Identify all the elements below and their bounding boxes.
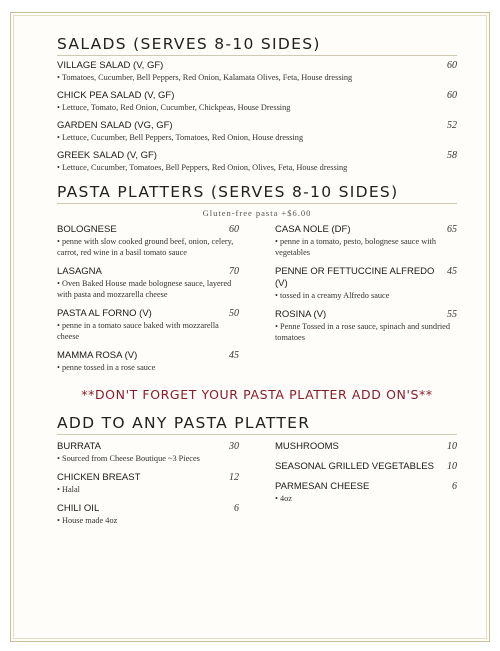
item-description: • Lettuce, Tomato, Red Onion, Cucumber, Chickpeas, House Dressing	[57, 103, 291, 112]
menu-item	[57, 350, 239, 373]
item-name: SEASONAL GRILLED VEGETABLES	[275, 461, 434, 472]
menu-item	[57, 90, 457, 113]
menu-item	[57, 503, 239, 526]
item-price: 60	[447, 60, 457, 71]
item-price: 50	[229, 308, 239, 319]
item-description: • Penne Tossed in a rose sauce, spinach and sundried tomatoes	[275, 322, 450, 342]
item-name: PASTA AL FORNO (V)	[57, 308, 152, 319]
item-description: • Lettuce, Cucumber, Tomatoes, Bell Peppers, Red Onion, Olives, Feta, House dressing	[57, 163, 348, 172]
item-name: MAMMA ROSA (V)	[57, 350, 138, 361]
item-name: MUSHROOMS	[275, 441, 339, 452]
addons-title: ADD TO ANY PASTA PLATTER	[57, 414, 457, 435]
menu-item	[57, 472, 239, 495]
item-description: • House made 4oz	[57, 516, 118, 525]
item-description: • penne in a tomato, pesto, bolognese sauce with vegetables	[275, 237, 436, 257]
item-price: 45	[229, 350, 239, 361]
salads-list	[57, 60, 457, 173]
item-description: • tossed in a creamy Alfredo sauce	[275, 291, 390, 300]
item-name: GREEK SALAD (V, GF)	[57, 150, 157, 161]
item-name: ROSINA (V)	[275, 309, 327, 320]
item-price: 12	[229, 472, 239, 483]
item-price: 10	[447, 461, 457, 472]
item-name: CHICKEN BREAST	[57, 472, 141, 483]
item-price: 45	[447, 266, 457, 277]
menu-item	[275, 224, 457, 258]
item-price: 6	[452, 481, 457, 492]
item-name: BOLOGNESE	[57, 224, 117, 235]
menu-item	[275, 461, 457, 473]
item-price: 70	[229, 266, 239, 277]
pasta-columns	[57, 224, 457, 381]
item-name: LASAGNA	[57, 266, 102, 277]
item-description: • penne with slow cooked ground beef, onion, celery, carrot, red wine in a basil tomato sauce	[57, 237, 234, 257]
menu-item	[57, 266, 239, 300]
addons-right-column	[275, 441, 457, 534]
item-description: • Tomatoes, Cucumber, Bell Peppers, Red Onion, Kalamata Olives, Feta, House dressing	[57, 73, 353, 82]
menu-content	[57, 35, 457, 534]
menu-item	[57, 224, 239, 258]
pasta-left-column	[57, 224, 239, 381]
item-name: PENNE OR FETTUCCINE ALFREDO (V)	[275, 266, 435, 289]
menu-item	[57, 60, 457, 83]
menu-item	[57, 308, 239, 342]
item-price: 6	[234, 503, 239, 514]
item-name: CASA NOLE (DF)	[275, 224, 351, 235]
item-description: • Lettuce, Cucumber, Bell Peppers, Tomatoes, Red Onion, House dressing	[57, 133, 304, 142]
item-price: 60	[447, 90, 457, 101]
salads-title: SALADS (SERVES 8-10 SIDES)	[57, 35, 457, 56]
item-price: 30	[229, 441, 239, 452]
item-name: VILLAGE SALAD (V, GF)	[57, 60, 164, 71]
item-price: 65	[447, 224, 457, 235]
menu-item	[57, 120, 457, 143]
item-price: 60	[229, 224, 239, 235]
item-name: CHICK PEA SALAD (V, GF)	[57, 90, 175, 101]
item-description: • Oven Baked House made bolognese sauce, layered with pasta and mozzarella cheese	[57, 279, 232, 299]
menu-item	[275, 309, 457, 343]
item-description: • penne tossed in a rose sauce	[57, 363, 156, 372]
item-name: PARMESAN CHEESE	[275, 481, 370, 492]
item-price: 58	[447, 150, 457, 161]
menu-item	[275, 266, 457, 301]
item-price: 52	[447, 120, 457, 131]
menu-item	[275, 481, 457, 504]
addons-columns	[57, 441, 457, 534]
menu-item	[57, 441, 239, 464]
item-price: 55	[447, 309, 457, 320]
item-name: GARDEN SALAD (VG, GF)	[57, 120, 173, 131]
item-price: 10	[447, 441, 457, 452]
item-name: BURRATA	[57, 441, 101, 452]
item-description: • penne in a tomato sauce baked with mozzarella cheese	[57, 321, 219, 341]
item-description: • Halal	[57, 485, 80, 494]
menu-item	[275, 441, 457, 453]
menu-item	[57, 150, 457, 173]
item-name: CHILI OIL	[57, 503, 100, 514]
pasta-title: PASTA PLATTERS (SERVES 8-10 SIDES)	[57, 183, 457, 204]
pasta-right-column	[275, 224, 457, 381]
addons-left-column	[57, 441, 239, 534]
item-description: • Sourced from Cheese Boutique ~3 Pieces	[57, 454, 200, 463]
addons-reminder: **DON'T FORGET YOUR PASTA PLATTER ADD ON'S**	[81, 387, 433, 402]
item-description: • 4oz	[275, 494, 292, 503]
menu-page	[10, 12, 490, 642]
gluten-free-note: Gluten-free pasta +$6.00	[202, 208, 312, 218]
